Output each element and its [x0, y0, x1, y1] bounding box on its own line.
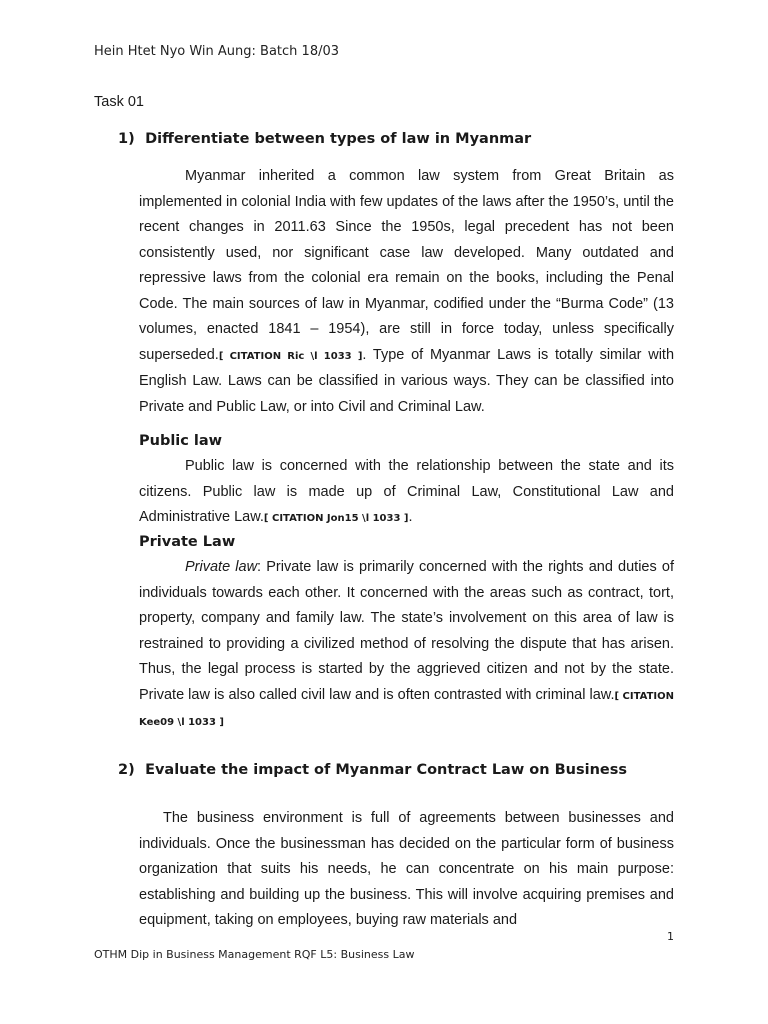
- section1-number: 1): [118, 131, 135, 147]
- intro-text: Myanmar inherited a common law system from Great Britain as implemented in colonial India with few updates of the laws after the 1950’s, until the recent changes in 2011.63 Since the 1950s, legal precedent has not been consistently used, nor significant case law developed. Many outdated and repressive laws from the colonial era remain on the books, including the Penal Code. The main sources of law in Myanmar, codified under the “Burma Code” (13 volumes, enacted 1841 – 1954), are still in force today, unless specifically superseded.: [139, 168, 674, 363]
- public-law-tail: .: [408, 509, 413, 525]
- section2-number: 2): [118, 762, 135, 778]
- private-law-heading: Private Law: [139, 534, 236, 550]
- section1-intro-paragraph: [139, 164, 674, 420]
- section1-heading: [118, 131, 531, 147]
- intro-citation: [ CITATION Ric \l 1033 ]: [218, 350, 363, 362]
- page-footer: OTHM Dip in Business Management RQF L5: Business Law: [94, 948, 415, 961]
- page-header: Hein Htet Nyo Win Aung: Batch 18/03: [94, 44, 340, 59]
- private-law-paragraph: [139, 555, 674, 736]
- section2-heading: [118, 762, 627, 778]
- public-law-citation: [ CITATION Jon15 \l 1033 ]: [263, 513, 409, 524]
- section1-title: Differentiate between types of law in Myanmar: [145, 131, 532, 147]
- public-law-paragraph: [139, 454, 674, 532]
- section2-title: Evaluate the impact of Myanmar Contract Law on Business: [145, 762, 628, 778]
- public-law-text: Public law is concerned with the relationship between the state and its citizens. Public law is made up of Criminal Law, Constitutional Law and Administrative Law.: [139, 458, 674, 525]
- intro-tail: . Type of Myanmar Laws is totally similar with English Law. Laws can be classified in various ways. They can be classified into Private and Public Law, or into Civil and Criminal Law.: [139, 346, 675, 415]
- public-law-heading: Public law: [139, 433, 223, 449]
- private-law-citation: [ CITATION Kee09 \l 1033 ]: [139, 690, 675, 728]
- private-law-lead: Private law: [185, 559, 258, 575]
- page-number: 1: [667, 930, 674, 943]
- section2-text: The business environment is full of agreements between businesses and individuals. Once the businessman has decided on the particular form of business organization that suits his needs, he can concentrate on his main purpose: establishing and building up the business. This will involve acquiring premises and equipment, taking on employees, buying raw materials and: [139, 810, 674, 928]
- section2-paragraph: [139, 806, 674, 934]
- private-law-text: : Private law is primarily concerned with the rights and duties of individuals towards each other. It concerned with the areas such as contract, tort, property, company and family law. The state’s involvement on this area of law is restrained to providing a civilized method of resolving the dispute that has arisen. Thus, the legal process is started by the aggrieved citizen and not by the state. Private law is also called civil law and is often contrasted with criminal law.: [139, 559, 674, 703]
- task-label: Task 01: [94, 94, 144, 110]
